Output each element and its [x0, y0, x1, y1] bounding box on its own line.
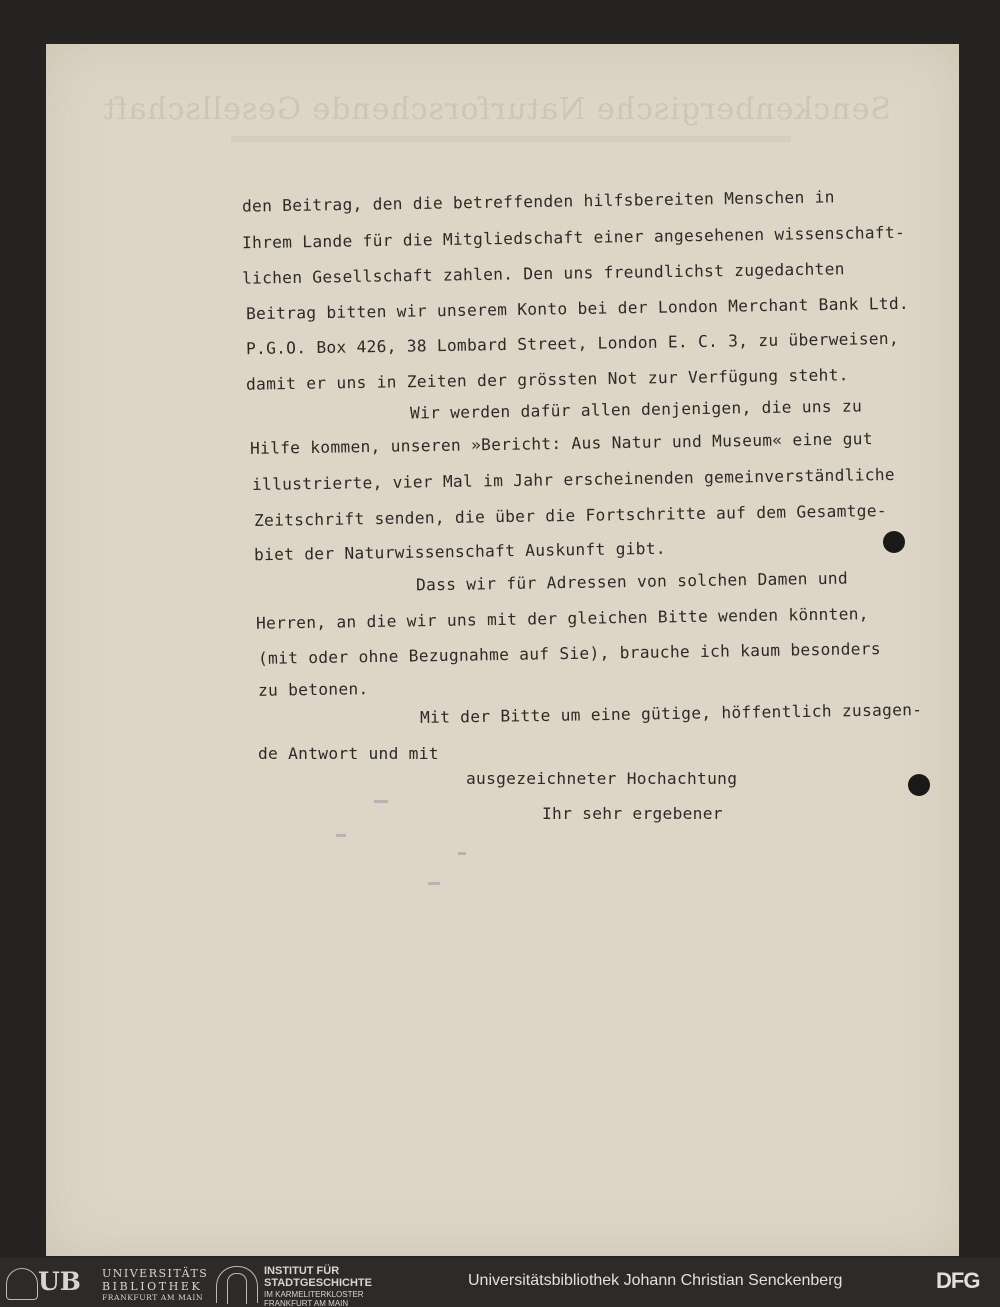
ub-name-line2: BIBLIOTHEK	[102, 1280, 203, 1293]
ub-logo[interactable]	[6, 1264, 209, 1302]
goethe-portrait-icon	[6, 1268, 38, 1300]
punch-hole	[883, 531, 905, 553]
mirrored-letterhead: Senckenbergische Naturforschende Gesellschaft	[102, 92, 891, 127]
isg-line3: IM KARMELITERKLOSTER	[264, 1290, 364, 1299]
letter-line: ausgezeichneter Hochachtung	[466, 769, 738, 788]
isg-logo[interactable]	[216, 1264, 416, 1307]
letter-line: zu betonen.	[257, 679, 369, 700]
ub-name-line1: UNIVERSITÄTS	[102, 1267, 209, 1280]
paper-speck	[336, 834, 346, 837]
isg-line1: INSTITUT FÜR	[264, 1265, 340, 1277]
footer-bar	[0, 1258, 1000, 1307]
letter-line: lichen Gesellschaft zahlen. Den uns freundlichst zugedachten	[241, 259, 845, 288]
arch-icon	[216, 1266, 258, 1303]
letter-line: damit er uns in Zeiten der grössten Not zur Verfügung steht.	[245, 365, 849, 394]
isg-line4: FRANKFURT AM MAIN	[264, 1299, 349, 1307]
paper-speck	[458, 852, 466, 855]
letter-line: Dass wir für Adressen von solchen Damen und	[415, 568, 849, 595]
dfg-logo[interactable]: DFG	[936, 1268, 980, 1293]
letterhead-subline	[231, 136, 791, 142]
letter-line: Wir werden dafür allen denjenigen, die uns zu	[409, 396, 863, 423]
letter-line: P.G.O. Box 426, 38 Lombard Street, London E. C. 3, zu überweisen,	[245, 328, 900, 359]
letter-line: Ihr sehr ergebener	[542, 804, 723, 823]
footer-title: Universitätsbibliothek Johann Christian Senckenberg	[468, 1272, 843, 1289]
paper-speck	[428, 882, 440, 885]
letter-line: Ihrem Lande für die Mitgliedschaft einer angesehenen wissenschaft-	[241, 222, 906, 253]
letter-page	[46, 44, 959, 1256]
letter-line: Zeitschrift senden, die über die Fortschritte auf dem Gesamtge-	[253, 501, 888, 530]
punch-hole	[908, 774, 930, 796]
letter-line: Mit der Bitte um eine gütige, höffentlich zusagen-	[419, 700, 923, 727]
letter-line: den Beitrag, den die betreffenden hilfsbereiten Menschen in	[241, 187, 835, 216]
letter-line: (mit oder ohne Bezugnahme auf Sie), brauche ich kaum besonders	[257, 639, 881, 668]
letter-line: Hilfe kommen, unseren »Bericht: Aus Natur und Museum« eine gut	[249, 429, 873, 458]
letter-line: Beitrag bitten wir unserem Konto bei der London Merchant Bank Ltd.	[245, 293, 910, 324]
ub-name-line3: FRANKFURT AM MAIN	[102, 1293, 204, 1302]
ub-letters: UB	[38, 1267, 81, 1296]
letter-line: biet der Naturwissenschaft Auskunft gibt.	[253, 538, 666, 565]
letter-line: illustrierte, vier Mal im Jahr erscheinenden gemeinverständliche	[251, 464, 896, 495]
letter-line: de Antwort und mit	[258, 744, 439, 763]
paper-speck	[374, 800, 388, 803]
letter-line: Herren, an die wir uns mit der gleichen Bitte wenden könnten,	[255, 604, 869, 633]
isg-line2: STADTGESCHICHTE	[264, 1277, 372, 1289]
